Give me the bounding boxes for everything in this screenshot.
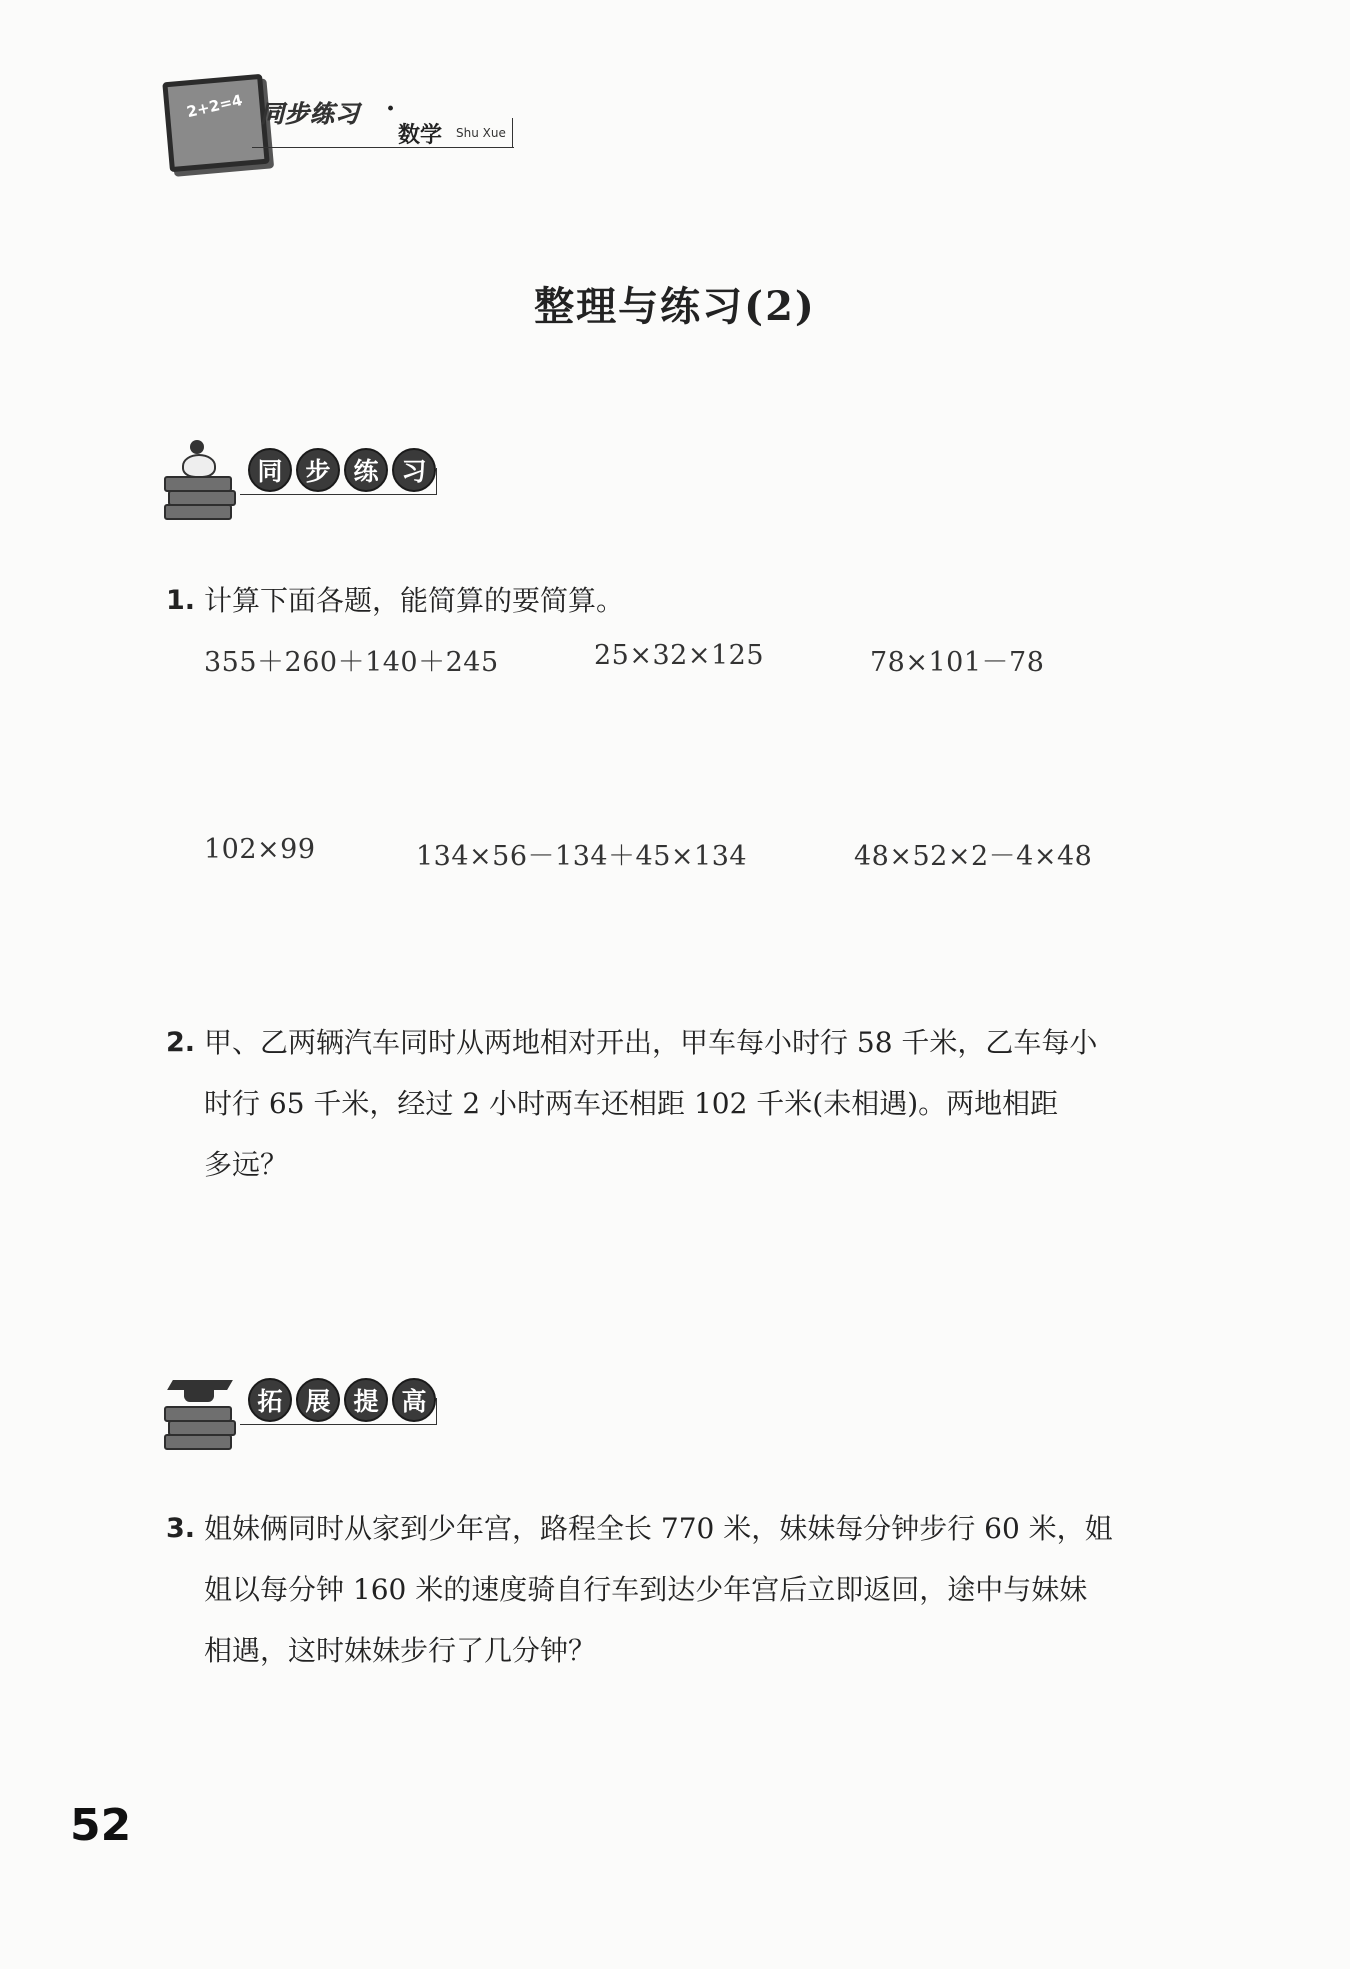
expression-3: 78×101－78 <box>870 647 1045 678</box>
blackboard-icon <box>162 74 269 172</box>
header-rule <box>252 147 514 148</box>
problem-line: 相遇，这时妹妹步行了几分钟？ <box>204 1634 597 1667</box>
blackboard-text: 2+2=4 <box>184 90 245 122</box>
page-header <box>160 68 520 168</box>
subject-pinyin: Shu Xue <box>456 126 506 140</box>
badge-char: 练 <box>344 448 388 492</box>
problem-number: 2. <box>166 1027 196 1058</box>
badge-rule <box>240 494 436 495</box>
problem-line: 时行 65 千米，经过 2 小时两车还相距 102 千米(未相遇)。两地相距 <box>204 1087 1059 1120</box>
series-title: 同步练习 <box>260 100 360 128</box>
problem-line: 多远？ <box>204 1148 289 1181</box>
expression-5: 134×56－134＋45×134 <box>416 841 748 872</box>
badge-char: 拓 <box>248 1378 292 1422</box>
badge-char: 步 <box>296 448 340 492</box>
expression-2: 25×32×125 <box>594 640 764 671</box>
badge-rule-end <box>436 1398 437 1425</box>
problem-number: 1. <box>166 585 196 616</box>
problem-line: 姐以每分钟 160 米的速度骑自行车到达少年宫后立即返回，途中与妹妹 <box>204 1573 1088 1606</box>
problem-line: 姐妹俩同时从家到少年宫，路程全长 770 米，妹妹每分钟步行 60 米，姐 <box>204 1512 1113 1545</box>
problem-line: 甲、乙两辆汽车同时从两地相对开出，甲车每小时行 58 千米，乙车每小 <box>204 1026 1098 1059</box>
page-number: 52 <box>70 1800 132 1851</box>
page-title: 整理与练习(2) <box>534 283 816 330</box>
expression-4: 102×99 <box>204 834 316 865</box>
subject-label: 数学 <box>398 123 443 148</box>
section-badge-extend <box>164 1370 454 1450</box>
badge-char: 高 <box>392 1378 436 1422</box>
graduation-cap-books-icon <box>164 1390 234 1446</box>
badge-rule-end <box>436 468 437 495</box>
badge-char: 习 <box>392 448 436 492</box>
badge-rule <box>240 1424 436 1425</box>
badge-char: 展 <box>296 1378 340 1422</box>
problem-2 <box>166 1012 1206 1195</box>
section-badge-sync <box>164 440 454 520</box>
badge-char: 同 <box>248 448 292 492</box>
problem-1 <box>166 570 1206 631</box>
expression-6: 48×52×2－4×48 <box>854 841 1093 872</box>
header-dot: · <box>386 94 396 124</box>
badge-char: 提 <box>344 1378 388 1422</box>
lamp-books-icon <box>164 460 234 516</box>
problem-number: 3. <box>166 1513 196 1544</box>
expression-1: 355＋260＋140＋245 <box>204 647 499 678</box>
header-rule-end <box>512 118 513 148</box>
problem-text: 计算下面各题，能简算的要简算。 <box>204 584 625 617</box>
problem-3 <box>166 1498 1206 1681</box>
